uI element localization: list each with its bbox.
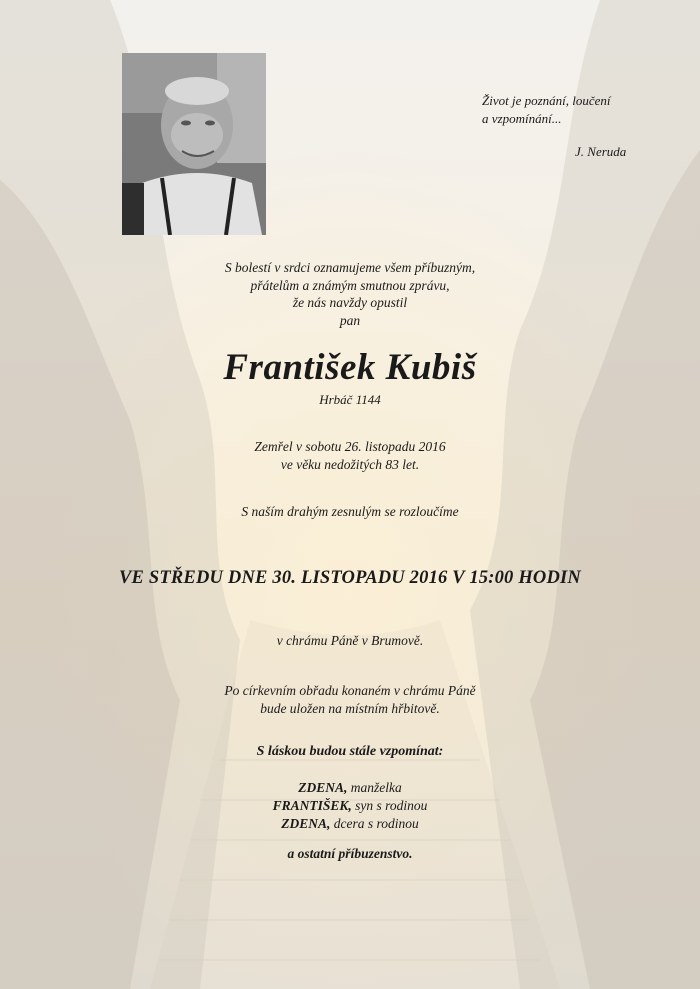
burial-line: bude uložen na místním hřbitově.	[260, 700, 440, 716]
mourner-name: ZDENA,	[281, 816, 331, 831]
intro-line: že nás navždy opustil	[292, 295, 408, 310]
mourner-name: FRANTIŠEK,	[272, 798, 352, 813]
mourners-list	[0, 779, 700, 833]
quote-author: J. Neruda	[575, 144, 627, 159]
death-notice	[0, 438, 700, 473]
intro-line: S bolestí v srdci oznamujeme všem příbuzným,	[224, 260, 476, 275]
mourner-name: ZDENA,	[298, 780, 348, 795]
mourner-item	[0, 815, 700, 833]
intro-line: přátelům a známým smutnou zprávu,	[250, 277, 450, 293]
burial-text	[0, 682, 700, 717]
mourner-item	[0, 779, 700, 797]
quote-line: a vzpomínání...	[482, 111, 562, 126]
intro-text	[0, 259, 700, 329]
death-line: ve věku nedožitých 83 let.	[280, 456, 420, 472]
death-line: Zemřel v sobotu 26. listopadu 2016	[254, 439, 446, 454]
intro-line: pan	[339, 312, 361, 328]
ceremony-date: VE STŘEDU DNE 30. LISTOPADU 2016 V 15:00 HODIN	[119, 568, 581, 588]
remember-heading: S láskou budou stále vzpomínat:	[256, 744, 444, 759]
mourner-relation: syn s rodinou	[355, 798, 428, 813]
mourner-item	[0, 797, 700, 815]
mourner-relation: manželka	[350, 780, 402, 795]
farewell-text: S naším drahým zesnulým se rozloučíme	[241, 504, 459, 519]
ceremony-place: v chrámu Páně v Brumově.	[276, 633, 424, 648]
mourner-relation: dcera s rodinou	[333, 816, 419, 831]
poem-quote	[482, 92, 611, 128]
burial-line: Po církevním obřadu konaném v chrámu Páně	[224, 683, 476, 698]
portrait-photo	[122, 53, 266, 235]
quote-line: Život je poznání, loučení	[482, 93, 611, 108]
deceased-address: Hrbáč 1144	[319, 392, 381, 407]
other-relatives: a ostatní příbuzenstvo.	[287, 846, 413, 861]
deceased-name: František Kubiš	[223, 347, 477, 388]
